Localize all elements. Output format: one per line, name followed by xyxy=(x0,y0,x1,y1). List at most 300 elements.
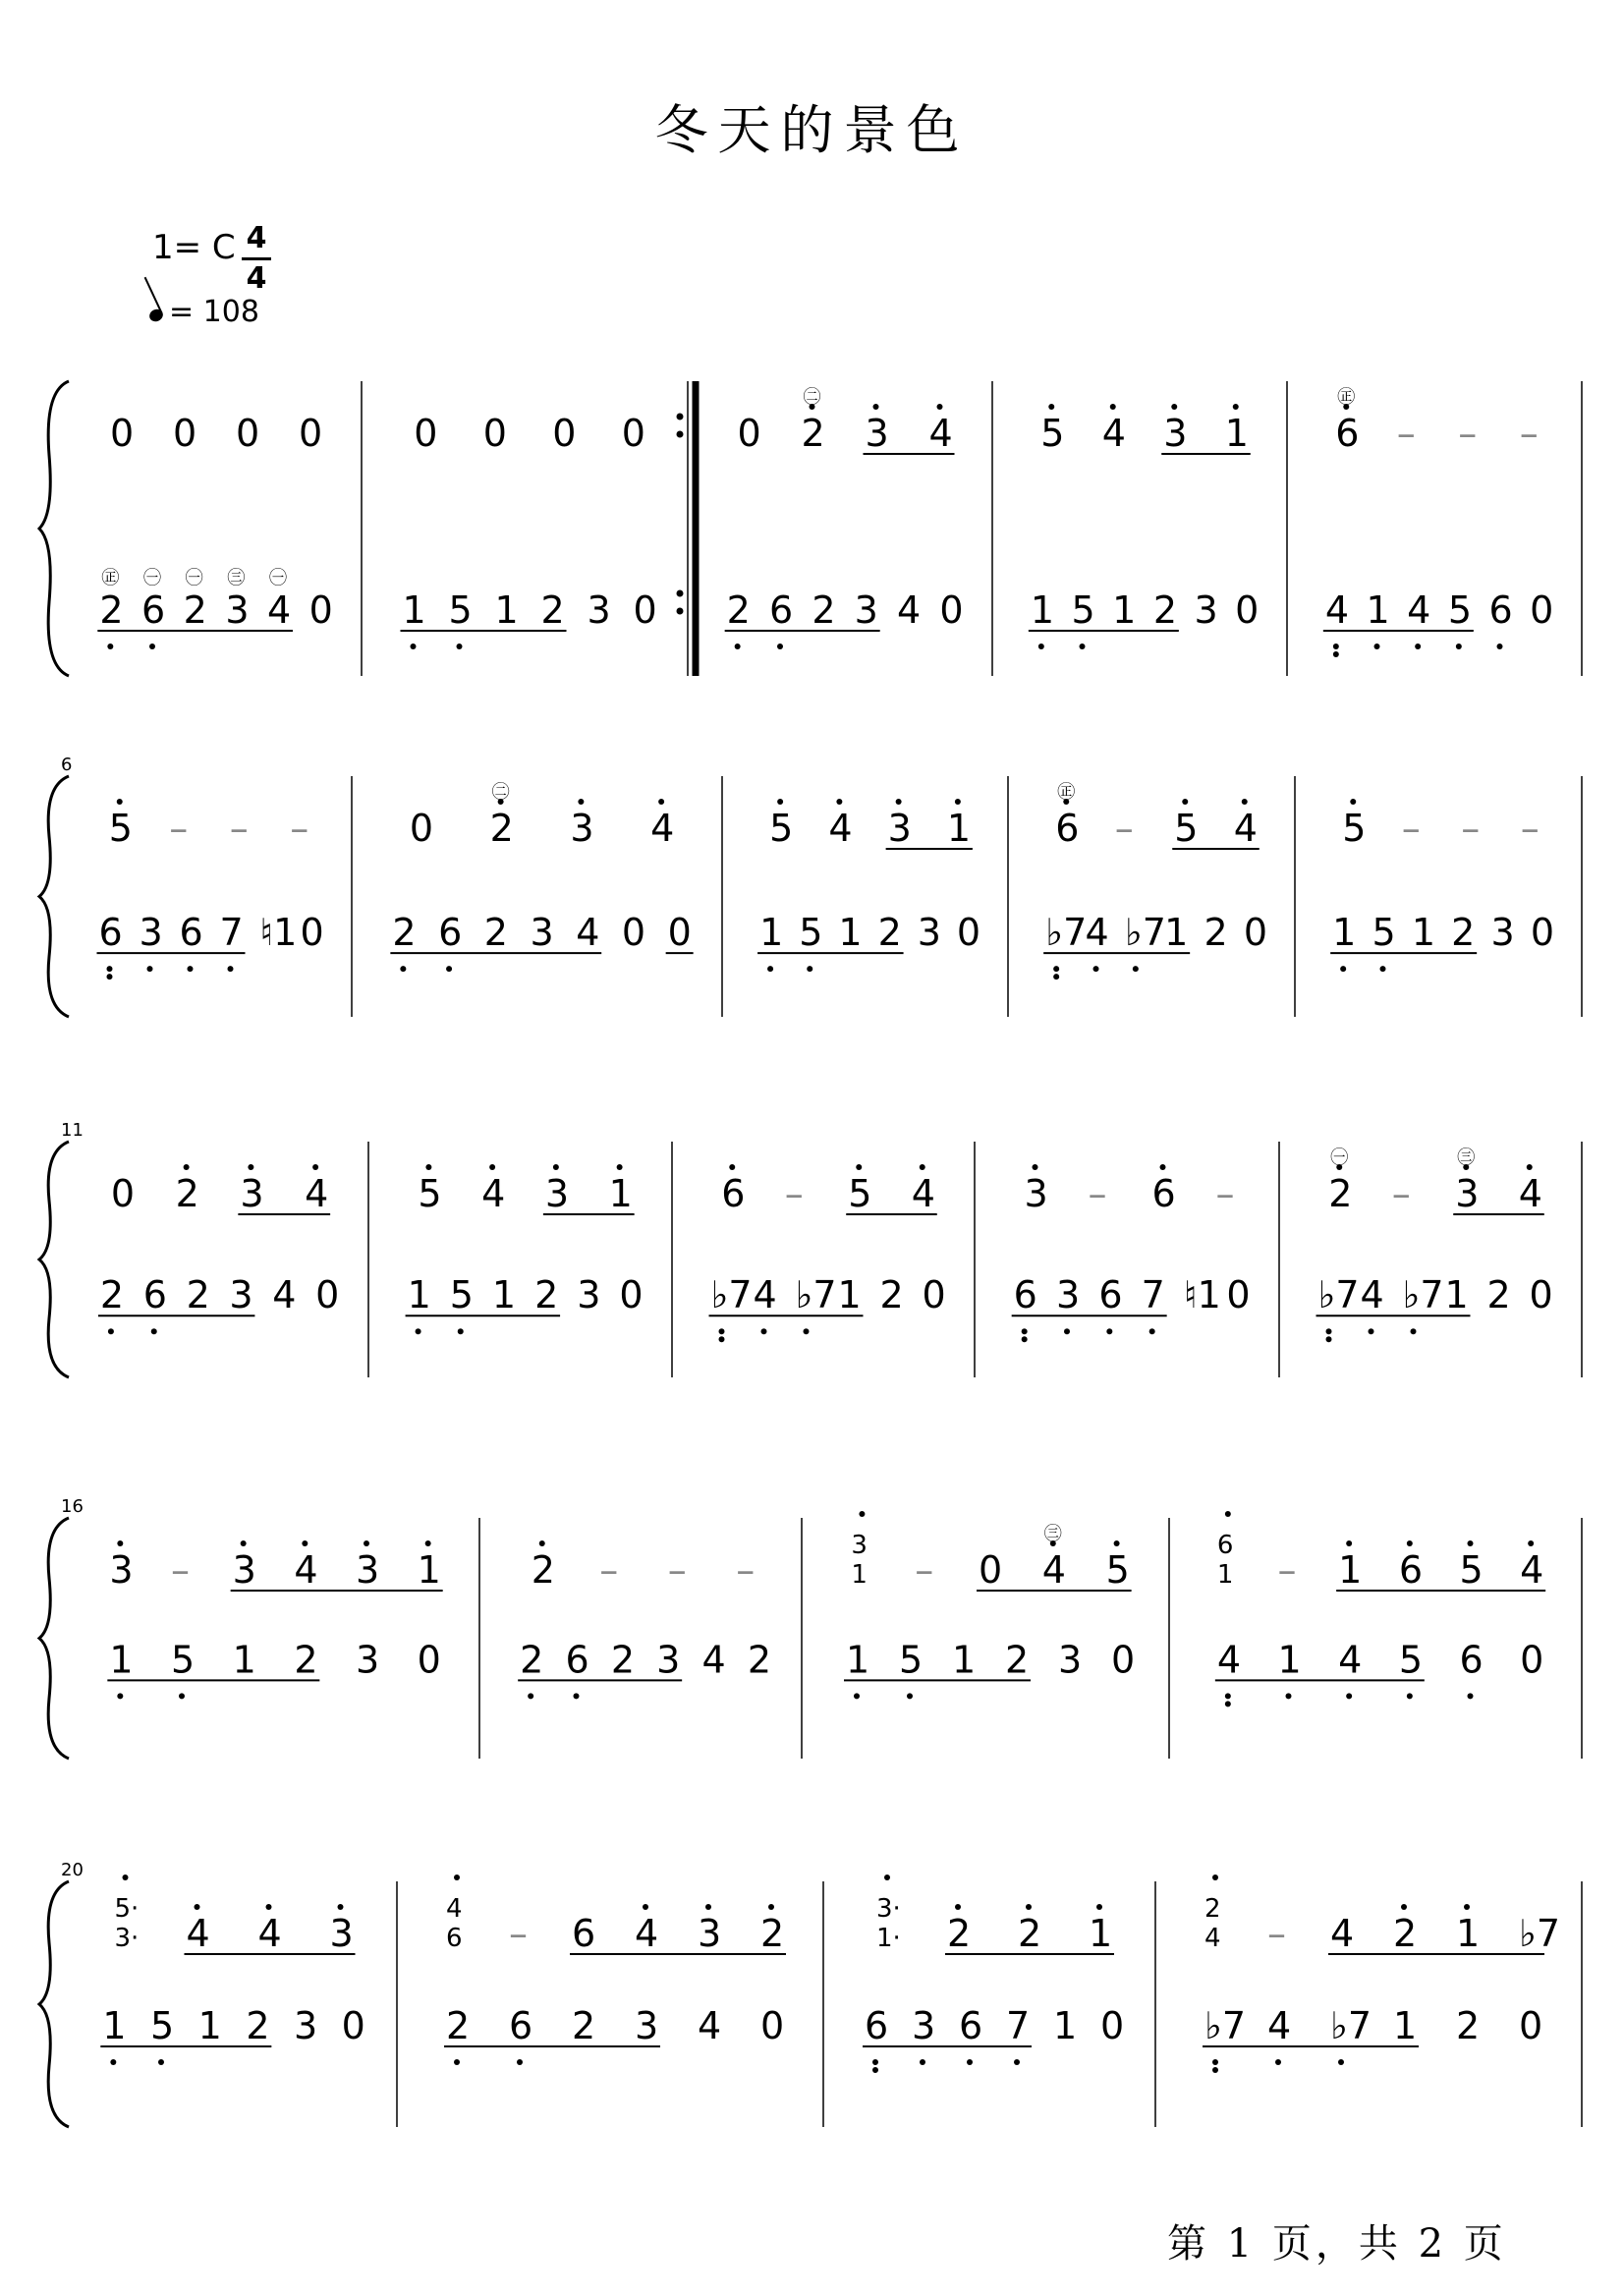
note: 0 xyxy=(409,807,434,850)
note: ♭7 xyxy=(1045,911,1088,955)
note: 4 xyxy=(1338,1638,1363,1682)
note: 6 xyxy=(1459,1638,1484,1682)
octave-dot xyxy=(151,1328,157,1334)
octave-dot xyxy=(578,799,584,805)
note: 1 xyxy=(846,1638,870,1682)
octave-dot xyxy=(416,1328,421,1334)
note: 1 xyxy=(838,911,863,955)
repeat-dot xyxy=(677,414,684,420)
octave-dot xyxy=(617,1164,623,1170)
octave-dot xyxy=(1212,2067,1218,2073)
note: 2 xyxy=(483,911,508,955)
fingering-mark: ㊂ xyxy=(1043,1524,1062,1544)
sustain-dash: – xyxy=(171,1548,190,1592)
octave-dot xyxy=(1401,1904,1407,1910)
note: 3 xyxy=(851,1531,868,1560)
note: 0 xyxy=(482,412,507,455)
note: 5 xyxy=(1040,412,1065,455)
note: 4 xyxy=(1216,1638,1242,1682)
octave-dot xyxy=(241,1540,247,1546)
note: 5 xyxy=(1372,911,1396,955)
octave-dot xyxy=(1114,1540,1120,1546)
note: 0 xyxy=(308,588,333,632)
note: 6 xyxy=(565,1638,589,1682)
note: 0 xyxy=(1519,2004,1543,2047)
note: 0 xyxy=(552,412,577,455)
system xyxy=(39,1860,1582,2127)
note: 6 xyxy=(1216,1531,1234,1560)
octave-dot xyxy=(574,1693,580,1699)
octave-dot xyxy=(761,1328,767,1334)
note: 0 xyxy=(1235,588,1260,632)
note: 4 xyxy=(1520,1548,1544,1592)
note: ♭7 xyxy=(710,1273,753,1317)
note: 3 xyxy=(1024,1172,1048,1215)
fingering-mark: ㊣ xyxy=(1057,782,1076,803)
octave-dot xyxy=(719,1328,725,1334)
sustain-dash: – xyxy=(784,1172,804,1215)
note: 4 xyxy=(257,1912,282,1955)
octave-dot xyxy=(1346,1540,1352,1546)
fingering-mark: ㊁ xyxy=(491,782,510,803)
octave-dot xyxy=(1380,966,1386,972)
note: 2 xyxy=(801,412,825,455)
note: 3 xyxy=(240,1172,264,1215)
note: 2 xyxy=(294,1638,318,1682)
note: 6 xyxy=(1098,1273,1123,1317)
note: 3 xyxy=(656,1638,681,1682)
octave-dot xyxy=(1053,974,1059,980)
note: 5 xyxy=(1459,1548,1484,1592)
note: 0 xyxy=(1530,588,1554,632)
note: 6 xyxy=(1398,1548,1424,1592)
octave-dot xyxy=(1468,1540,1474,1546)
note: 0 xyxy=(110,1172,136,1215)
octave-dot xyxy=(1233,404,1239,410)
octave-dot xyxy=(1110,404,1116,410)
sustain-dash: – xyxy=(1215,1172,1235,1215)
note: ♭7 xyxy=(1519,1912,1561,1955)
sustain-dash: – xyxy=(1088,1172,1107,1215)
note: 0 xyxy=(236,412,260,455)
note: 0 xyxy=(922,1273,946,1317)
octave-dot xyxy=(364,1540,369,1546)
octave-dot xyxy=(804,1328,810,1334)
octave-dot xyxy=(1093,966,1099,972)
octave-dot xyxy=(1133,966,1139,972)
sustain-dash: – xyxy=(509,1912,528,1955)
note: 2 xyxy=(572,2004,596,2047)
note: 3 xyxy=(917,911,941,955)
octave-dot xyxy=(107,644,113,649)
octave-dot xyxy=(184,1164,190,1170)
octave-dot xyxy=(117,1540,123,1546)
note: 4 xyxy=(897,588,922,632)
note: 7 xyxy=(1006,2004,1031,2047)
octave-dot xyxy=(338,1904,344,1910)
note: 3 xyxy=(1194,588,1218,632)
octave-dot xyxy=(1346,1693,1352,1699)
tempo-value: = 108 xyxy=(169,295,259,329)
octave-dot xyxy=(955,1904,961,1910)
note: 4 xyxy=(294,1548,318,1592)
sustain-dash: – xyxy=(1520,807,1540,850)
fingering-mark: ㊂ xyxy=(227,568,246,588)
octave-dot xyxy=(777,799,783,805)
octave-dot xyxy=(896,799,902,805)
octave-dot xyxy=(920,1164,925,1170)
octave-dot xyxy=(123,1875,129,1880)
note: 6 xyxy=(769,588,794,632)
sustain-dash: – xyxy=(169,807,189,850)
octave-dot xyxy=(735,644,741,649)
octave-dot xyxy=(907,1693,913,1699)
note: 0 xyxy=(173,412,197,455)
note: 5 xyxy=(899,1638,924,1682)
note: 0 xyxy=(737,412,761,455)
note: 6 xyxy=(142,1273,167,1317)
note: 1 xyxy=(1366,588,1390,632)
note: 6 xyxy=(865,2004,889,2047)
note: 1 xyxy=(1216,1560,1234,1590)
octave-dot xyxy=(1048,404,1054,410)
octave-dot xyxy=(873,404,879,410)
fingering-mark: ㊀ xyxy=(1330,1148,1349,1168)
note: 2 xyxy=(1204,911,1228,955)
octave-dot xyxy=(1171,404,1177,410)
octave-dot xyxy=(1369,1328,1374,1334)
note: 4 xyxy=(272,1273,297,1317)
note: 6 xyxy=(1488,588,1513,632)
note: 4 xyxy=(1330,1912,1355,1955)
note: 3 xyxy=(887,807,912,850)
octave-dot xyxy=(643,1904,648,1910)
note: 0 xyxy=(341,2004,365,2047)
note: 4 xyxy=(1233,807,1258,850)
note: 5 xyxy=(448,588,473,632)
note: 4 xyxy=(828,807,853,850)
note: 2 xyxy=(1451,911,1476,955)
octave-dot xyxy=(1340,966,1346,972)
note: 0 xyxy=(414,412,438,455)
octave-dot xyxy=(228,966,234,972)
sustain-dash: – xyxy=(736,1548,756,1592)
sustain-dash: – xyxy=(1114,807,1134,850)
brace xyxy=(39,1881,69,2127)
note: 3 xyxy=(356,1638,380,1682)
note: 1 xyxy=(851,1560,868,1590)
note: 3 xyxy=(698,1912,722,1955)
note: 3 xyxy=(1490,911,1515,955)
octave-dot xyxy=(1338,2059,1344,2065)
fingering-mark: ㊣ xyxy=(101,568,120,588)
note: 2 xyxy=(540,588,565,632)
note: 2 xyxy=(489,807,514,850)
note: 2 xyxy=(534,1273,559,1317)
octave-dot xyxy=(1225,1701,1231,1707)
note: 4 xyxy=(481,1172,506,1215)
note: 0 xyxy=(621,911,646,955)
sustain-dash: – xyxy=(1458,412,1478,455)
octave-dot xyxy=(1182,799,1188,805)
note: 3 xyxy=(232,1548,256,1592)
note: 1 xyxy=(1089,1912,1113,1955)
note: 3 xyxy=(1058,1638,1083,1682)
note: ♭7 xyxy=(1330,2004,1372,2047)
octave-dot xyxy=(1333,651,1339,657)
note: 4 xyxy=(305,1172,329,1215)
octave-dot xyxy=(1527,1164,1533,1170)
octave-dot xyxy=(553,1164,559,1170)
octave-dot xyxy=(489,1164,495,1170)
note: 2 xyxy=(1204,1894,1221,1924)
octave-dot xyxy=(937,404,943,410)
note: 0 xyxy=(1111,1638,1136,1682)
note: 5 xyxy=(1105,1548,1130,1592)
note: 1 xyxy=(1393,2004,1418,2047)
sustain-dash: – xyxy=(915,1548,934,1592)
sustain-dash: – xyxy=(1396,412,1416,455)
note: 1 xyxy=(1224,412,1249,455)
note: 0 xyxy=(633,588,657,632)
octave-dot xyxy=(1160,1164,1166,1170)
octave-dot xyxy=(1411,1328,1417,1334)
note: 1 xyxy=(494,588,519,632)
octave-dot xyxy=(1026,1904,1032,1910)
note: 4 xyxy=(1267,2004,1292,2047)
note: 4 xyxy=(1101,412,1126,455)
octave-dot xyxy=(1407,1540,1413,1546)
note: 5· xyxy=(114,1894,140,1924)
note: 0 xyxy=(979,1548,1003,1592)
octave-dot xyxy=(149,644,155,649)
octave-dot xyxy=(248,1164,253,1170)
brace xyxy=(39,1518,69,1759)
key-signature: 1= C xyxy=(152,228,236,267)
note: 5 xyxy=(769,807,794,850)
note: ♮1 xyxy=(259,911,298,955)
note: 5 xyxy=(1398,1638,1424,1682)
octave-dot xyxy=(705,1904,711,1910)
fingering-mark: ㊀ xyxy=(269,568,287,588)
time-signature-bottom: 4 xyxy=(246,261,267,296)
note: ♭7 xyxy=(1124,911,1166,955)
note: 6 xyxy=(572,1912,596,1955)
note: 5 xyxy=(848,1172,872,1215)
note: 2 xyxy=(392,911,417,955)
octave-dot xyxy=(158,2059,164,2065)
note: 1 xyxy=(1164,911,1189,955)
note: 3 xyxy=(1163,412,1188,455)
octave-dot xyxy=(1022,1336,1028,1342)
sustain-dash: – xyxy=(599,1548,619,1592)
note: 4 xyxy=(1085,911,1109,955)
octave-dot xyxy=(1326,1328,1332,1334)
note: 2 xyxy=(175,1172,199,1215)
repeat-dot xyxy=(677,590,684,597)
octave-dot xyxy=(107,974,113,980)
octave-dot xyxy=(517,2059,523,2065)
note: 3 xyxy=(139,911,163,955)
octave-dot xyxy=(1415,644,1421,649)
note: 1 xyxy=(1338,1548,1363,1592)
octave-dot xyxy=(425,1540,431,1546)
octave-dot xyxy=(777,644,783,649)
note: 1 xyxy=(1456,1912,1481,1955)
fingering-mark: ㊀ xyxy=(143,568,161,588)
note: 2 xyxy=(1152,588,1178,632)
octave-dot xyxy=(955,799,961,805)
octave-dot xyxy=(1225,1693,1231,1699)
system xyxy=(39,755,1582,1017)
note: 2 xyxy=(747,1638,772,1682)
note: 6 xyxy=(141,588,166,632)
note: 3 xyxy=(1056,1273,1081,1317)
sustain-dash: – xyxy=(1277,1548,1297,1592)
note: 5 xyxy=(1342,807,1367,850)
note: 5 xyxy=(1447,588,1473,632)
octave-dot xyxy=(856,1164,862,1170)
octave-dot xyxy=(107,966,113,972)
octave-dot xyxy=(1468,1693,1474,1699)
note: 2 xyxy=(531,1548,555,1592)
note: 5 xyxy=(418,1172,442,1215)
octave-dot xyxy=(312,1164,318,1170)
note: 3 xyxy=(544,1172,570,1215)
measure-number: 16 xyxy=(61,1496,84,1517)
octave-dot xyxy=(767,966,773,972)
octave-dot xyxy=(1286,1693,1292,1699)
note: 1 xyxy=(102,2004,127,2047)
sustain-dash: – xyxy=(1391,1172,1411,1215)
note: 6 xyxy=(179,911,203,955)
note: 1 xyxy=(608,1172,633,1215)
sustain-dash: – xyxy=(1461,807,1481,850)
system xyxy=(39,1120,1582,1377)
sustain-dash: – xyxy=(290,807,309,850)
note: 1 xyxy=(759,911,784,955)
brace xyxy=(39,776,69,1017)
octave-dot xyxy=(658,799,664,805)
note: 2 xyxy=(446,2004,471,2047)
octave-dot xyxy=(859,1511,865,1517)
octave-dot xyxy=(1080,644,1086,649)
octave-dot xyxy=(1333,644,1339,649)
note: ♭7 xyxy=(795,1273,837,1317)
note: 5 xyxy=(171,1638,196,1682)
note: 4 xyxy=(1360,1273,1384,1317)
octave-dot xyxy=(188,966,194,972)
brace xyxy=(39,1142,69,1377)
octave-dot xyxy=(454,1875,460,1880)
octave-dot xyxy=(1528,1540,1534,1546)
octave-dot xyxy=(1038,644,1044,649)
note: 4 xyxy=(911,1172,935,1215)
note: 5 xyxy=(108,807,133,850)
note: 0 xyxy=(315,1273,340,1317)
octave-dot xyxy=(1374,644,1380,649)
note: 0 xyxy=(300,911,324,955)
octave-dot xyxy=(1149,1328,1155,1334)
note: 1 xyxy=(1411,911,1436,955)
measure-number: 20 xyxy=(61,1860,84,1880)
octave-dot xyxy=(458,1328,464,1334)
octave-dot xyxy=(528,1693,533,1699)
note: 0 xyxy=(619,1273,644,1317)
octave-dot xyxy=(108,1328,114,1334)
system xyxy=(39,381,1582,676)
note: 2 xyxy=(877,911,902,955)
note: 6 xyxy=(438,911,463,955)
note: ♭7 xyxy=(1317,1273,1360,1317)
note: 1 xyxy=(402,588,426,632)
octave-dot xyxy=(719,1336,725,1342)
note: 2 xyxy=(726,588,751,632)
note: 3 xyxy=(854,588,878,632)
note: 4 xyxy=(267,588,292,632)
octave-dot xyxy=(195,1904,200,1910)
note: 0 xyxy=(1100,2004,1125,2047)
note: 2 xyxy=(1018,1912,1042,1955)
note: 3 xyxy=(865,412,889,455)
note: 4 xyxy=(701,1638,726,1682)
note: 1 xyxy=(417,1548,441,1592)
note: 3 xyxy=(294,2004,318,2047)
note: 1 xyxy=(1444,1273,1469,1317)
octave-dot xyxy=(147,966,153,972)
note: 6 xyxy=(509,2004,533,2047)
note: 5 xyxy=(799,911,823,955)
note: 1 xyxy=(1277,1638,1302,1682)
note: 5 xyxy=(1174,807,1199,850)
note: 2 xyxy=(99,1273,125,1317)
note: 4 xyxy=(635,1912,659,1955)
note: 4 xyxy=(1324,588,1350,632)
note: 3· xyxy=(876,1894,901,1924)
page-number: 第 1 页，共 2 页 xyxy=(1167,2221,1507,2267)
note: 6 xyxy=(98,911,123,955)
note: 0 xyxy=(1520,1638,1544,1682)
brace xyxy=(39,381,69,676)
octave-dot xyxy=(1497,644,1503,649)
note: 1 xyxy=(407,1273,431,1317)
note: 1 xyxy=(491,1273,517,1317)
time-signature-top: 4 xyxy=(246,221,267,255)
repeat-dot xyxy=(677,608,684,615)
octave-dot xyxy=(807,966,812,972)
note: 0 xyxy=(760,2004,785,2047)
note: 0 xyxy=(956,911,981,955)
note: 0 xyxy=(1530,911,1555,955)
octave-dot xyxy=(1225,1511,1231,1517)
note: 4 xyxy=(753,1273,777,1317)
note: 7 xyxy=(1141,1273,1165,1317)
system xyxy=(39,1496,1582,1759)
octave-dot xyxy=(872,2059,878,2065)
fingering-mark: ㊁ xyxy=(803,387,821,408)
note: 0 xyxy=(667,911,692,955)
note: 3 xyxy=(329,1912,354,1955)
note: 4 xyxy=(1041,1548,1066,1592)
fingering-mark: ㊣ xyxy=(1337,387,1356,408)
note: 6 xyxy=(959,2004,983,2047)
octave-dot xyxy=(266,1904,272,1910)
octave-dot xyxy=(1033,1164,1038,1170)
note: 4 xyxy=(1518,1172,1542,1215)
octave-dot xyxy=(1014,2059,1020,2065)
note: 1 xyxy=(1030,588,1055,632)
note: 2 xyxy=(183,588,207,632)
